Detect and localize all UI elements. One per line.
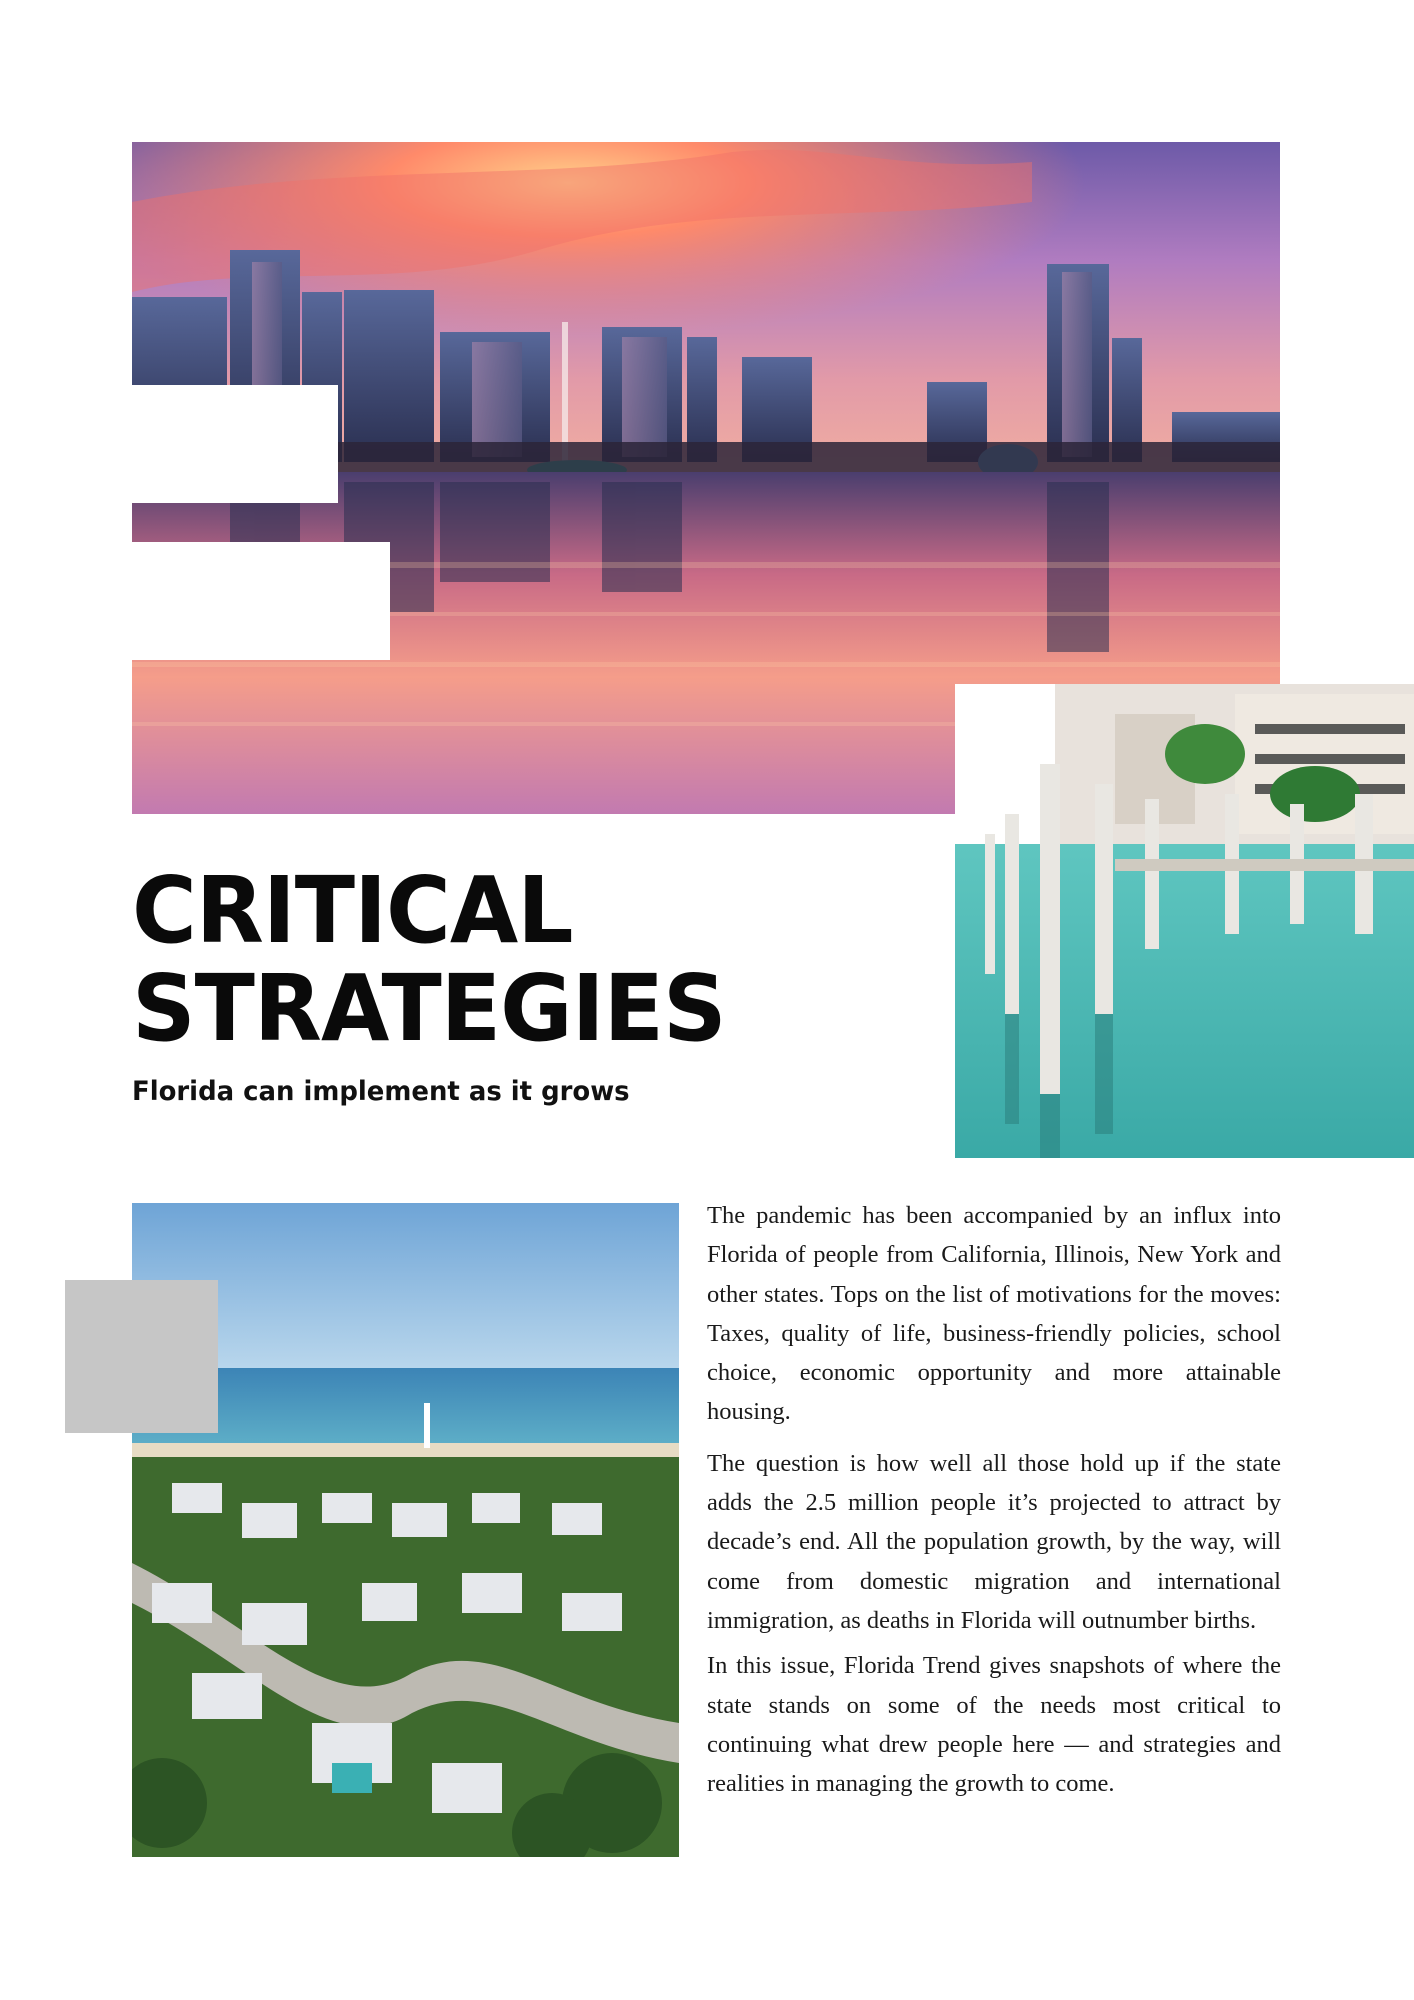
decorative-white-block-bottom xyxy=(132,542,390,660)
body-paragraph-3: In this issue, Florida Trend gives snapshots of where the state stands on some of the needs most critical to continuing what drew people here — and strategies and realities in managing the growth to come. xyxy=(707,1652,1281,1798)
article-body xyxy=(707,1196,1281,1803)
body-paragraph-1: The pandemic has been accompanied by an influx into Florida of people from California, Illinois, New York and other states. Tops on the list of motivations for the moves: Taxes, quality of life, business-friendly policies, school choice, economic opportunity and more attainable housing. xyxy=(707,1202,1281,1426)
headline-line-1: CRITICAL xyxy=(132,857,573,964)
marina-pilings-photo xyxy=(955,684,1414,1158)
decorative-grey-square xyxy=(65,1280,218,1433)
headline-line-2: STRATEGIES xyxy=(132,955,726,1062)
decorative-white-block-top xyxy=(132,385,338,503)
article-subtitle: Florida can implement as it grows xyxy=(132,1076,630,1107)
article-headline xyxy=(132,857,804,1062)
body-paragraph-2: The question is how well all those hold up if the state adds the 2.5 million people it’s projected to attract by decade’s end. All the population growth, by the way, will come from domestic migration and international immigration, as deaths in Florida will outnumber births. xyxy=(707,1449,1281,1634)
